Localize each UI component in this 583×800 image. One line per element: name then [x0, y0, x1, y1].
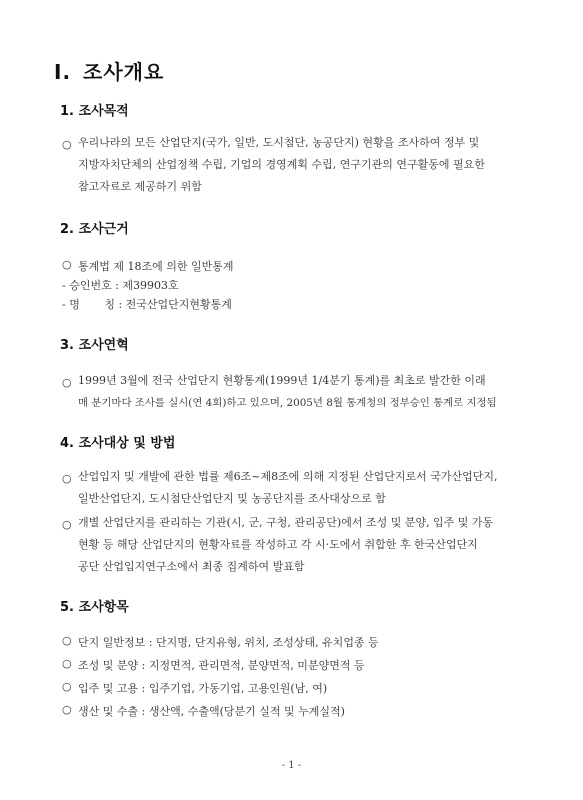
- bullet-icon: ○: [62, 376, 72, 389]
- method-paragraph-2: [78, 512, 538, 578]
- section-heading-purpose: 1. 조사목적: [60, 104, 129, 119]
- text-line: 참고자료로 제공하기 위함: [78, 180, 202, 193]
- text-line: 산업입지 및 개발에 관한 법률 제6조~제8조에 의해 지정된 산업단지로서 국가산업단지,: [78, 470, 498, 483]
- approval-number: - 승인번호 : 제39903호: [62, 279, 179, 292]
- statistic-name: [62, 296, 232, 312]
- text-line: 우리나라의 모든 산업단지(국가, 일반, 도시첨단, 농공단지) 현황을 조사하여 정부 및: [78, 136, 480, 149]
- chapter-number: Ⅰ.: [54, 60, 72, 84]
- bullet-icon: ○: [62, 703, 72, 716]
- text-line: 지방자치단체의 산업정책 수립, 기업의 경영계획 수립, 연구기관의 연구활동에 필요한: [78, 158, 485, 171]
- item-tenancy: 입주 및 고용 : 입주기업, 가동기업, 고용인원(남, 여): [78, 682, 328, 695]
- text-line: 매 분기마다 조사를 실시(연 4회)하고 있으며, 2005년 8월 통계청의 정부승인 통계로 지정됨: [78, 397, 497, 409]
- basis-line: 통계법 제 18조에 의한 일반통계: [78, 260, 234, 273]
- bullet-icon: ○: [62, 518, 72, 531]
- bullet-icon: ○: [62, 258, 72, 271]
- history-paragraph: [78, 370, 538, 414]
- bullet-icon: ○: [62, 634, 72, 647]
- bullet-icon: ○: [62, 657, 72, 670]
- section-heading-items: 5. 조사항목: [60, 600, 129, 615]
- purpose-paragraph: [78, 132, 538, 198]
- item-development: 조성 및 분양 : 지정면적, 관리면적, 분양면적, 미분양면적 등: [78, 659, 365, 672]
- bullet-icon: ○: [62, 472, 72, 485]
- statistic-name-value: : 전국산업단지현황통계: [118, 298, 232, 311]
- text-line: 1999년 3월에 전국 산업단지 현황통계(1999년 1/4분기 통계)를 최초로 발간한 이래: [78, 374, 486, 387]
- bullet-icon: ○: [62, 680, 72, 693]
- item-production: 생산 및 수출 : 생산액, 수출액(당분기 실적 및 누계실적): [78, 705, 345, 718]
- page-title: [54, 56, 164, 85]
- bullet-icon: ○: [62, 138, 72, 151]
- text-line: 현황 등 해당 산업단지의 현황자료를 작성하고 각 시·도에서 취합한 후 한국산업단지: [78, 538, 478, 551]
- text-line: 개별 산업단지를 관리하는 기관(시, 군, 구청, 관리공단)에서 조성 및 분양, 입주 및 가동: [78, 516, 494, 529]
- section-heading-method: 4. 조사대상 및 방법: [60, 436, 176, 451]
- section-heading-history: 3. 조사연혁: [60, 338, 129, 353]
- statistic-name-label: - 명 칭: [62, 298, 115, 311]
- method-paragraph-1: [78, 466, 538, 510]
- item-complex-info: 단지 일반정보 : 단지명, 단지유형, 위치, 조성상태, 유치업종 등: [78, 636, 379, 649]
- text-line: 일반산업단지, 도시첨단산업단지 및 농공단지를 조사대상으로 함: [78, 492, 386, 505]
- page-number: - 1 -: [281, 760, 302, 771]
- chapter-title: 조사개요: [83, 60, 165, 84]
- section-heading-basis: 2. 조사근거: [60, 222, 129, 237]
- text-line: 공단 산업입지연구소에서 최종 집계하여 발표함: [78, 560, 305, 573]
